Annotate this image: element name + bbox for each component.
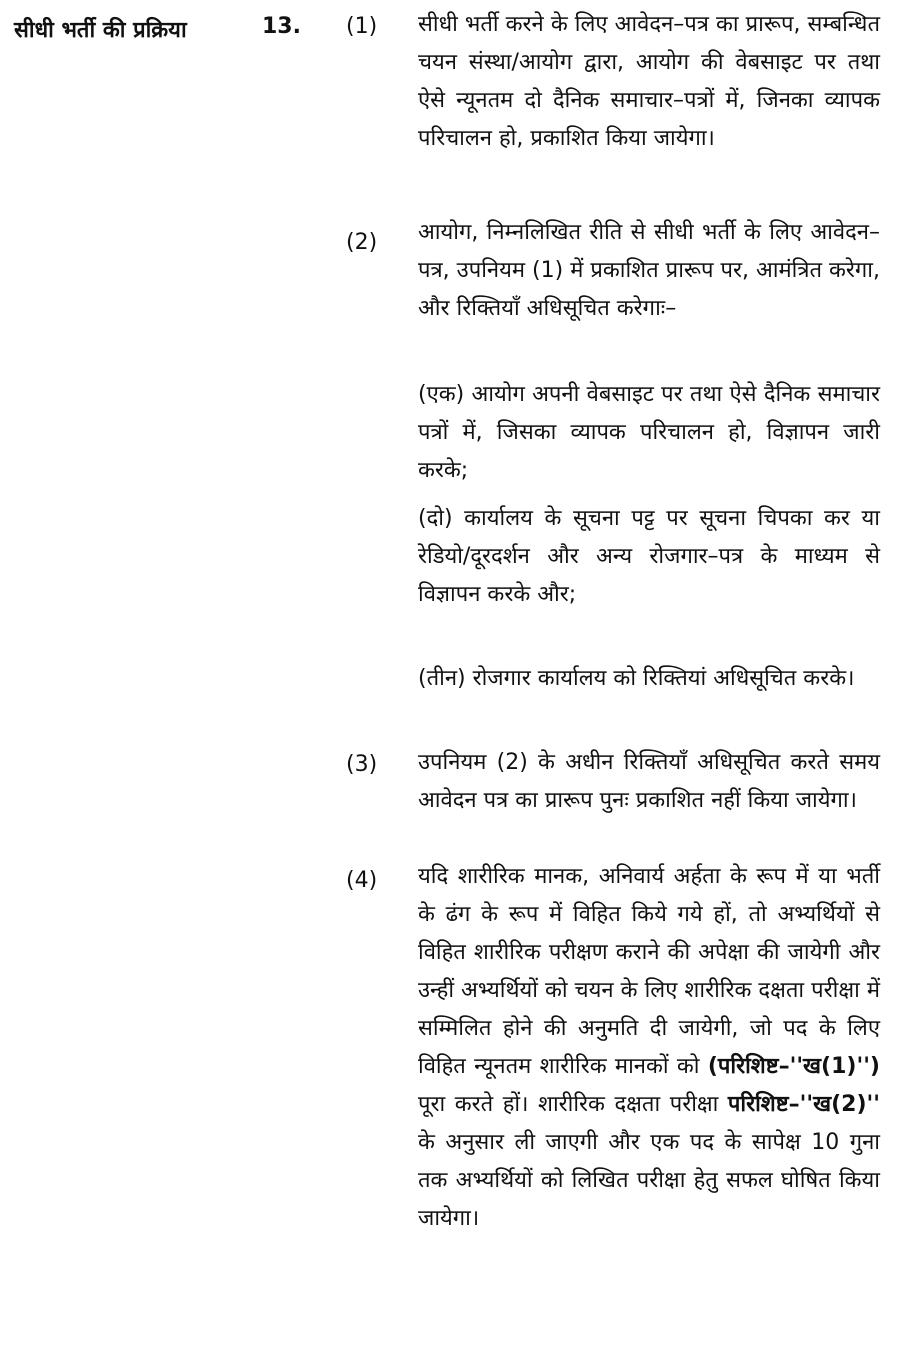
clause-2-sub-1: (एक) आयोग अपनी वेबसाइट पर तथा ऐसे दैनिक समाचार पत्रों में, जिसका व्यापक परिचालन हो, विज्ञापन जारी करके;: [418, 382, 880, 483]
clause-3-number: (3): [346, 752, 378, 777]
clause-4-text-part3: के अनुसार ली जाएगी और एक पद के सापेक्ष 10 गुना तक अभ्यर्थियों को लिखित परीक्षा हेतु सफल घोषित किया जायेगा।: [418, 1130, 880, 1231]
rule-number: 13.: [262, 14, 301, 39]
appendix-ref-kha-2: परिशिष्ट–''ख(2)'': [727, 1092, 880, 1117]
clause-4-number: (4): [346, 868, 378, 893]
clause-2-text: आयोग, निम्नलिखित रीति से सीधी भर्ती के लिए आवेदन–पत्र, उपनियम (1) में प्रकाशित प्रारूप पर, आमंत्रित करेगा, और रिक्तियाँ अधिसूचित करेगाः–: [418, 220, 880, 321]
clause-2-number: (2): [346, 230, 378, 255]
clause-3-text: उपनियम (2) के अधीन रिक्तियाँ अधिसूचित करते समय आवेदन पत्र का प्रारूप पुनः प्रकाशित नहीं किया जायेगा।: [418, 750, 880, 813]
clause-4-text: [418, 858, 880, 1238]
clause-1-text: सीधी भर्ती करने के लिए आवेदन–पत्र का प्रारूप, सम्बन्धित चयन संस्था/आयोग द्वारा, आयोग की वेबसाइट पर तथा ऐसे न्यूनतम दो दैनिक समाचार–पत्रों में, जिनका व्यापक परिचालन हो, प्रकाशित किया जायेगा।: [418, 12, 880, 151]
side-heading: सीधी भर्ती की प्रक्रिया: [14, 18, 187, 43]
clause-4-text-part2: पूरा करते हों। शारीरिक दक्षता परीक्षा: [418, 1092, 719, 1117]
clause-1-number: (1): [346, 14, 378, 39]
appendix-ref-kha-1: (परिशिष्ट–''ख(1)''): [707, 1054, 880, 1079]
clause-2-sub-3: (तीन) रोजगार कार्यालय को रिक्तियां अधिसूचित करके।: [418, 666, 855, 691]
clause-2-sub-2: (दो) कार्यालय के सूचना पट्ट पर सूचना चिपका कर या रेडियो/दूरदर्शन और अन्य रोजगार–पत्र के माध्यम से विज्ञापन करके और;: [418, 506, 880, 607]
clause-4-text-part1: यदि शारीरिक मानक, अनिवार्य अर्हता के रूप में या भर्ती के ढंग के रूप में विहित किये गये हों, तो अभ्यर्थियों से विहित शारीरिक परीक्षण कराने की अपेक्षा की जायेगी और उन्हीं अभ्यर्थियों को चयन के लिए शारीरिक दक्षता परीक्षा में सम्मिलित होने की अनुमति दी जायेगी, जो पद के लिए विहित न्यूनतम शारीरिक मानकों को: [418, 864, 880, 1079]
